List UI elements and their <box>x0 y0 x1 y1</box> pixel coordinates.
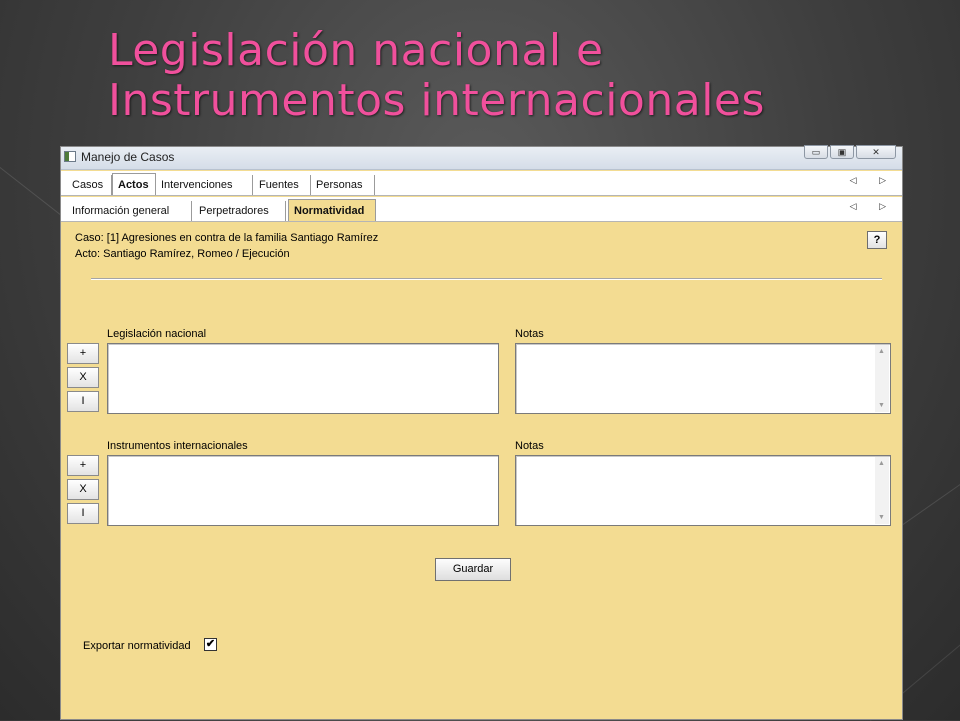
notas-label-1: Notas <box>515 328 544 340</box>
tab-fuentes[interactable]: Fuentes <box>253 175 311 195</box>
legislacion-nacional-label: Legislación nacional <box>107 328 207 340</box>
sub-tab-bar <box>61 197 902 222</box>
window-titlebar <box>61 147 902 170</box>
notas-scrollbar-1[interactable] <box>875 345 889 412</box>
scroll-up-icon[interactable]: ▲ <box>878 348 885 355</box>
separator-line <box>91 278 882 280</box>
instrumentos-internacionales-label: Instrumentos internacionales <box>107 440 248 452</box>
tab-intervenciones[interactable]: Intervenciones <box>156 175 253 195</box>
info-legislacion-button[interactable]: I <box>67 391 99 412</box>
tab-scroll-arrows[interactable]: ◁ ▷ <box>849 175 896 185</box>
act-label: Acto: Santiago Ramírez, Romeo / Ejecución <box>75 248 290 260</box>
tab-informacion-general[interactable]: Información general <box>67 201 192 221</box>
legislacion-nacional-list[interactable] <box>107 343 499 414</box>
notas-textarea-1[interactable] <box>515 343 891 414</box>
add-instrumento-button[interactable]: + <box>67 455 99 476</box>
notas-textarea-2[interactable] <box>515 455 891 526</box>
instrumentos-internacionales-list[interactable] <box>107 455 499 526</box>
tab-personas[interactable]: Personas <box>311 175 375 195</box>
app-icon <box>64 151 76 162</box>
slide-title-line-2: Instrumentos internacionales <box>108 75 765 126</box>
window-controls <box>802 145 896 159</box>
subtab-scroll-arrows[interactable]: ◁ ▷ <box>849 201 896 211</box>
notas-scrollbar-2[interactable] <box>875 457 889 524</box>
remove-legislacion-button[interactable]: X <box>67 367 99 388</box>
notas-label-2: Notas <box>515 440 544 452</box>
export-normatividad-checkbox[interactable]: ✔ <box>205 638 216 650</box>
minimize-button[interactable]: ▭ <box>804 145 828 159</box>
scroll-down-icon[interactable]: ▼ <box>878 402 885 409</box>
scroll-down-icon[interactable]: ▼ <box>878 514 885 521</box>
maximize-button[interactable]: ▣ <box>830 145 854 159</box>
scroll-up-icon[interactable]: ▲ <box>878 460 885 467</box>
tab-normatividad[interactable]: Normatividad <box>288 199 376 221</box>
info-instrumento-button[interactable]: I <box>67 503 99 524</box>
main-tab-bar <box>61 171 902 196</box>
export-normatividad-label: Exportar normatividad <box>83 640 191 652</box>
case-label: Caso: [1] Agresiones en contra de la familia Santiago Ramírez <box>75 232 379 244</box>
add-legislacion-button[interactable]: + <box>67 343 99 364</box>
help-button[interactable]: ? <box>867 231 887 249</box>
remove-instrumento-button[interactable]: X <box>67 479 99 500</box>
window-title: Manejo de Casos <box>81 150 175 164</box>
tab-actos[interactable]: Actos <box>112 173 156 195</box>
save-button[interactable]: Guardar <box>435 558 511 581</box>
slide-title-line-1: Legislación nacional e <box>108 25 604 76</box>
tab-perpetradores[interactable]: Perpetradores <box>194 201 286 221</box>
close-button[interactable]: ✕ <box>856 145 896 159</box>
tab-casos[interactable]: Casos <box>67 175 112 195</box>
slide-title <box>108 26 928 126</box>
case-management-window <box>60 146 903 720</box>
